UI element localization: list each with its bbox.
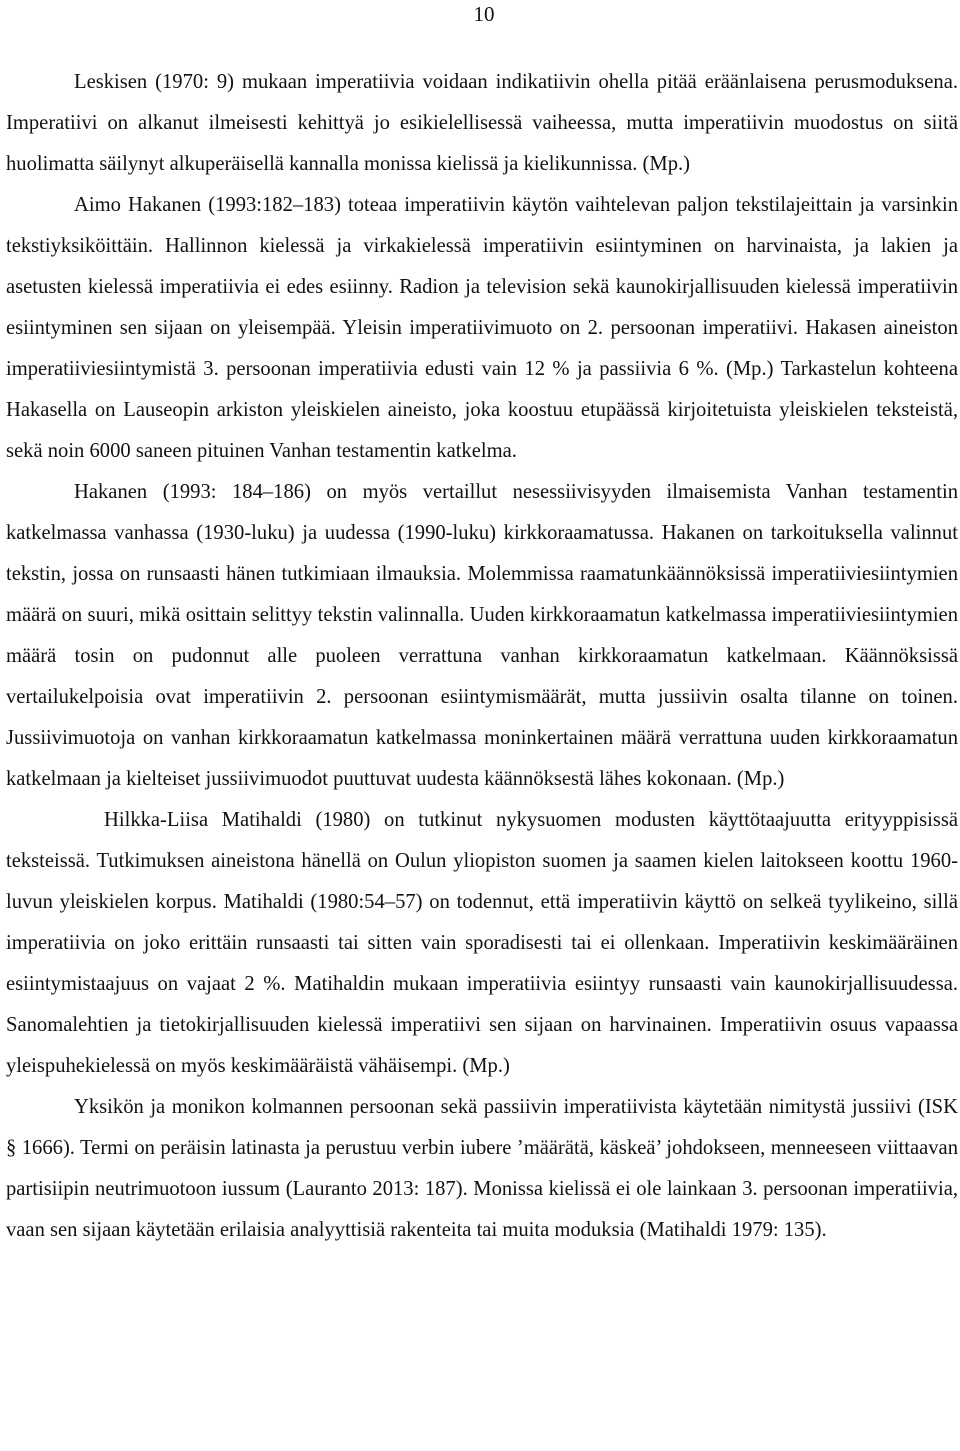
body-text <box>6 62 958 1251</box>
paragraph-hakanen-2: Hakanen (1993: 184–186) on myös vertaillut nesessiivisyyden ilmaisemista Vanhan testamentin katkelmassa vanhassa (1930-luku) ja uudessa (1990-luku) kirkkoraamatussa. Hakanen on tarkoituksella valinnut tekstin, jossa on runsaasti hänen tutkimiaan ilmauksia. Molemmissa raamatunkäännöksissä imperatiiviesiintymien määrä on suuri, mikä osittain selittyy tekstin valinnalla. Uuden kirkkoraamatun katkelmassa imperatiiviesiintymien määrä tosin on pudonnut alle puoleen verrattuna vanhan kirkkoraamatun katkelmaan. Käännöksissä vertailukelpoisia ovat imperatiivin 2. persoonan esiintymismäärät, mutta jussiivin osalta tilanne on toinen. Jussiivimuotoja on vanhan kirkkoraamatun katkelmassa moninkertainen määrä verrattuna uuden kirkkoraamatun katkelmaan ja kielteiset jussiivimuodot puuttuvat uudesta käännöksestä lähes kokonaan. (Mp.) <box>6 481 958 790</box>
paragraph-jussiivi: Yksikön ja monikon kolmannen persoonan sekä passiivin imperatiivista käytetään nimitystä jussiivi (ISK § 1666). Termi on peräisin latinasta ja perustuu verbin iubere ’määrätä, käskeä’ johdokseen, menneeseen viittaavan partisiipin neutrimuotoon iussum (Lauranto 2013: 187). Monissa kielissä ei ole lainkaan 3. persoonan imperatiivia, vaan sen sijaan käytetään erilaisia analyyttisiä rakenteita tai muita moduksia (Matihaldi 1979: 135). <box>6 1096 958 1241</box>
paragraph-hakanen-1: Aimo Hakanen (1993:182–183) toteaa imperatiivin käytön vaihtelevan paljon tekstilajeittain ja varsinkin tekstiyksiköittäin. Hallinnon kielessä ja virkakielessä imperatiivin esiintyminen on harvinaista, ja lakien ja asetusten kielessä imperatiivia ei edes esiinny. Radion ja television sekä kaunokirjallisuuden kielessä imperatiivin esiintyminen sen sijaan on yleisempää. Yleisin imperatiivimuoto on 2. persoonan imperatiivi. Hakasen aineiston imperatiiviesiintymistä 3. persoonan imperatiivia edusti vain 12 % ja passiivia 6 %. (Mp.) Tarkastelun kohteena Hakasella on Lauseopin arkiston yleiskielen aineisto, joka koostuu etupäässä kirjoitetuista yleiskielen teksteistä, sekä noin 6000 saneen pituinen Vanhan testamentin katkelma. <box>6 194 958 462</box>
page-number: 10 <box>473 2 495 26</box>
paragraph-matihaldi: Hilkka-Liisa Matihaldi (1980) on tutkinut nykysuomen modusten käyttötaajuutta erityyppisissä teksteissä. Tutkimuksen aineistona hänellä on Oulun yliopiston suomen ja saamen kielen laitokseen koottu 1960-luvun yleiskielen korpus. Matihaldi (1980:54–57) on todennut, että imperatiivin käyttö on selkeä tyylikeino, sillä imperatiivia on joko erittäin runsaasti tai sitten vain sporadisesti tai ei ollenkaan. Imperatiivin keskimääräinen esiintymistaajuus on vajaat 2 %. Matihaldin mukaan imperatiivia esiintyy runsaasti vain kaunokirjallisuudessa. Sanomalehtien ja tietokirjallisuuden kielessä imperatiivi sen sijaan on harvinainen. Imperatiivin osuus vapaassa yleispuhekielessä on myös keskimääräistä vähäisempi. (Mp.) <box>6 809 958 1077</box>
paragraph-leskinen: Leskisen (1970: 9) mukaan imperatiivia voidaan indikatiivin ohella pitää eräänlaisena perusmoduksena. Imperatiivi on alkanut ilmeisesti kehittyä jo esikielellisessä vaiheessa, mutta imperatiivin muodostus on siitä huolimatta säilynyt alkuperäisellä kannalla monissa kielissä ja kielikunnissa. (Mp.) <box>6 71 958 175</box>
